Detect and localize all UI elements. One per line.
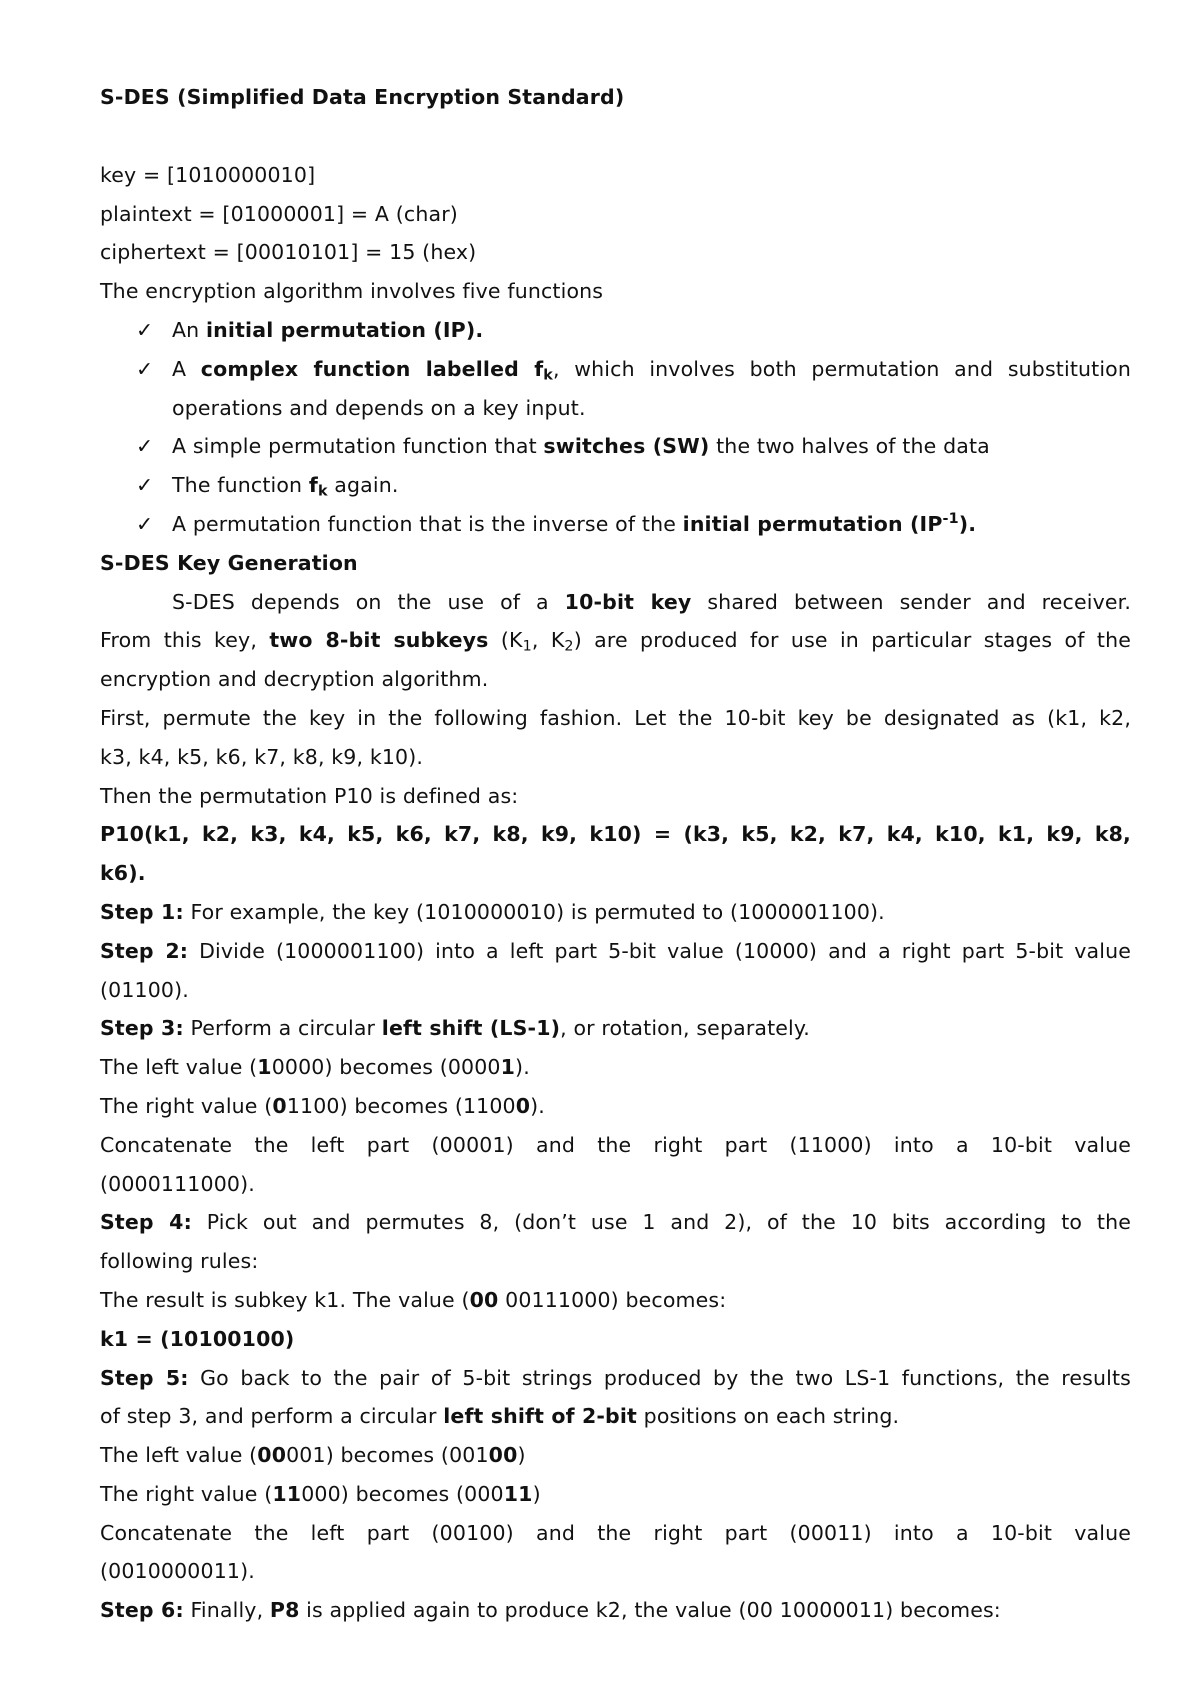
keygen-paragraph-line-3: encryption and decryption algorithm. (100, 667, 489, 692)
step-5-concatenate: Concatenate the left part (00100) and the right part (00011) into a 10-bit value (100, 1520, 1131, 1545)
checklist-item-fk: ✓ A complex function labelled $f_k$, which involves both permutation and substitution (100, 350, 1131, 389)
step-3-concatenate-continued: (0000111000). (100, 1171, 255, 1196)
step-3-right-value: The right value (01100) becomes (11000). (100, 1093, 545, 1118)
p10-definition-intro: Then the permutation P10 is defined as: (100, 783, 519, 808)
step-1: Step 1: For example, the key (1010000010) is permuted to (1000001100). (100, 899, 885, 924)
keygen-paragraph-line-2: From this key, two 8-bit subkeys ($K_1$, $K_2$) are produced for use in particular stages of the (100, 628, 1131, 655)
step-3: Step 3: Perform a circular left shift (LS-1), or rotation, separately. (100, 1016, 810, 1041)
step-label: Step 5: (100, 1365, 189, 1390)
checkmark-icon: ✓ (136, 473, 154, 498)
step-5: Step 5: Go back to the pair of 5-bit strings produced by the two LS-1 functions, the results (100, 1365, 1131, 1390)
step-label: Step 6: (100, 1598, 184, 1623)
key-line: key = [1010000010] (100, 162, 316, 187)
permute-key-line-1: First, permute the key in the following fashion. Let the 10-bit key be designated as (k1, k2, (100, 705, 1131, 730)
checkmark-icon: ✓ (136, 511, 154, 536)
checkmark-icon: ✓ (136, 317, 154, 342)
step-5-right-value: The right value (11000) becomes (00011) (100, 1481, 541, 1506)
keygen-paragraph-line-1: S-DES depends on the use of a 10-bit key shared between sender and receiver. (172, 589, 1131, 614)
checklist-item-fk-again: ✓ The function $f_k$ again. (100, 466, 1131, 505)
section-heading-key-generation: S-DES Key Generation (100, 550, 358, 575)
checklist-item-ip-inverse: ✓ A permutation function that is the inverse of the initial permutation $(IP^{-1})$. (100, 505, 1131, 544)
step-label: Step 2: (100, 938, 189, 963)
permute-key-line-2: k3, k4, k5, k6, k7, k8, k9, k10). (100, 744, 424, 769)
p10-formula-line-1: P10(k1, k2, k3, k4, k5, k6, k7, k8, k9, k10) = (k3, k5, k2, k7, k4, k10, k1, k9, k8, (100, 822, 1131, 847)
ciphertext-line: ciphertext = [00010101] = 15 (hex) (100, 240, 477, 265)
step-label: Step 1: (100, 899, 184, 924)
step-3-left-value: The left value (10000) becomes (00001). (100, 1055, 530, 1080)
step-5-left-value: The left value (00001) becomes (00100) (100, 1443, 526, 1468)
step-2-continued: (01100). (100, 977, 189, 1002)
functions-intro: The encryption algorithm involves five functions (100, 279, 604, 304)
p10-formula-line-2: k6). (100, 861, 146, 886)
step-4-result: The result is subkey k1. The value (00 00111000) becomes: (100, 1287, 727, 1312)
step-6: Step 6: Finally, P8 is applied again to produce k2, the value (00 10000011) becomes: (100, 1598, 1001, 1623)
subkey-k1-value: k1 = (10100100) (100, 1326, 295, 1351)
step-label: Step 4: (100, 1210, 192, 1235)
plaintext-line: plaintext = [01000001] = A (char) (100, 201, 458, 226)
document-page (100, 78, 1131, 1630)
step-3-concatenate: Concatenate the left part (00001) and the right part (11000) into a 10-bit value (100, 1132, 1131, 1157)
step-2: Step 2: Divide (1000001100) into a left part 5-bit value (10000) and a right part 5-bit value (100, 938, 1132, 963)
checklist-item-sw: ✓ A simple permutation function that switches (SW) the two halves of the data (100, 427, 1131, 466)
checklist-item-fk-continued: operations and depends on a key input. (172, 395, 586, 420)
step-4-continued: following rules: (100, 1249, 259, 1274)
step-5-continued: of step 3, and perform a circular left shift of 2-bit positions on each string. (100, 1404, 900, 1429)
checkmark-icon: ✓ (136, 434, 154, 459)
step-label: Step 3: (100, 1016, 184, 1041)
step-5-concatenate-continued: (0010000011). (100, 1559, 255, 1584)
checkmark-icon: ✓ (136, 356, 154, 381)
step-4: Step 4: Pick out and permutes 8, (don’t use 1 and 2), of the 10 bits according to the (100, 1210, 1132, 1235)
blank-line (100, 117, 1131, 156)
document-title: S-DES (Simplified Data Encryption Standard) (100, 85, 625, 109)
checklist-item-ip: ✓ An initial permutation (IP). (100, 311, 1131, 350)
